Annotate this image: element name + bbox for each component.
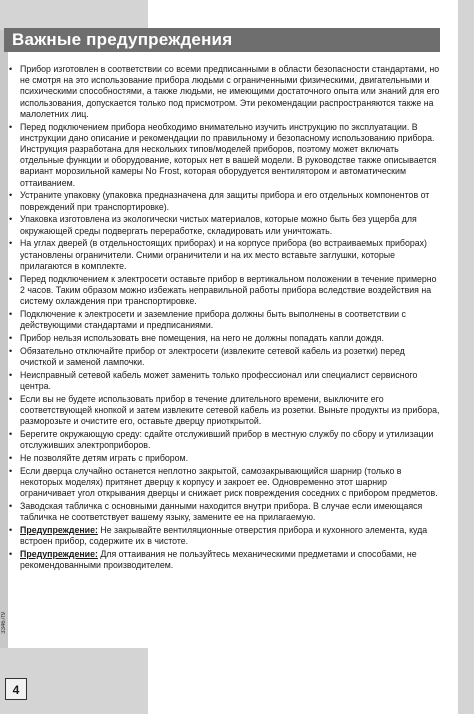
list-item-text: Берегите окружающую среду: сдайте отслуживший прибор в местную службу по сбору и утилизации отслуживших электроприборов.: [20, 428, 434, 451]
list-item-text: Прибор изготовлен в соответствии со всеми предписанными в области безопасности стандартами, но не смотря на это использование прибора людьми с ограниченными физическими, двигательными и психическими способностями, а также людьми, не имеющими достаточного опыта или знаний для его использования, допускается только под присмотром. Эти рекомендации распространяются также на малолетних лиц.: [20, 64, 440, 119]
list-item: [6, 429, 440, 451]
list-item: [6, 238, 440, 272]
list-item-text: Заводская табличка с основными данными находится внутри прибора. В случае если имеющаяся табличка не соответствует вашему языку, замените ее на прилагаемую.: [20, 500, 423, 523]
list-item: [6, 190, 440, 212]
section-title: Важные предупреждения: [12, 30, 233, 49]
warnings-list: [6, 64, 440, 573]
list-item: [6, 64, 440, 120]
list-item: [6, 501, 440, 523]
list-item-text: Подключение к электросети и заземление прибора должны быть выполнены в соответствии с действующими стандартами и предписаниями.: [20, 308, 406, 331]
list-item: [6, 394, 440, 428]
list-item-text: Не позволяйте детям играть с прибором.: [20, 452, 189, 463]
top-gray-band: [0, 0, 148, 30]
list-item-text: Перед подключением прибора необходимо внимательно изучить инструкцию по эксплуатации. В инструкции дано описание и рекомендации по правильному и безопасному использованию прибора. Инструкция разработана для нескольких типов/моделей приборов, поэтому может включать отдельные функции и оборудование, которых нет в вашей модели. В руководстве также описывается вариант морозильной камеры No Frost, которая оборудуется вентилятором и автоматическим оттаиванием.: [20, 121, 437, 188]
warning-label: Предупреждение:: [20, 548, 98, 559]
list-item: [6, 214, 440, 236]
list-item: [6, 549, 440, 571]
list-item: [6, 333, 440, 344]
list-item-text: Упаковка изготовлена из экологически чистых материалов, которые можно быть без ущерба для окружающей среды подвергать переработке, складировать или уничтожать.: [20, 214, 417, 236]
list-item-text: На углах дверей (в отдельностоящих приборах) и на корпусе прибора (во встраиваемых приборах) установлены ограничители. Сними ограничители и на их место вставьте заглушки, которые прилагаются в комплекте.: [20, 238, 427, 271]
section-title-bar: [4, 28, 440, 52]
warning-label: Предупреждение:: [20, 524, 98, 535]
list-item-text: Прибор нельзя использовать вне помещения, на него не должны попадать капли дождя.: [20, 332, 384, 343]
list-item: [6, 122, 440, 189]
page-number: 4: [5, 678, 27, 700]
list-item-text: Для оттаивания не пользуйтесь механическими предметами и способами, не рекомендованными производителем.: [20, 548, 417, 571]
list-item: [6, 274, 440, 308]
list-item: [6, 466, 440, 500]
list-item: [6, 525, 440, 547]
list-item-text: Если дверца случайно останется неплотно закрытой, самозакрывающийся шарнир (только в некоторых моделях) притянет дверцу к корпусу и закроет ее. Одновременно этот шарнир ограничивает угол открывания дверцы и снижает риск повреждения соседних с прибором предметов.: [20, 465, 438, 499]
list-item: [6, 453, 440, 464]
list-item: [6, 370, 440, 392]
list-item: [6, 309, 440, 331]
right-margin-strip: [458, 0, 474, 714]
document-code: 33467f9: [1, 612, 7, 634]
list-item: [6, 346, 440, 368]
list-item-text: Устраните упаковку (упаковка предназначена для защиты прибора и его отдельных компонентов от повреждений при транспортировке).: [20, 190, 430, 212]
list-item-text: Если вы не будете использовать прибор в течение длительного времени, выключите его соответствующей кнопкой и затем извлеките сетевой кабель из розетки. Выньте продукты из прибора, разморозьте и очистите его, оставьте дверцу приоткрытой.: [20, 393, 440, 427]
list-item-text: Не закрывайте вентиляционные отверстия прибора и кухонного элемента, куда встроен прибор, содержите их в чистоте.: [20, 524, 428, 547]
list-item-text: Перед подключением к электросети оставьте прибор в вертикальном положении в течение примерно 2 часов. Таким образом можно избежать неправильной работы прибора вследствие воздействия на систему охлаждения при транспортировке.: [20, 273, 437, 307]
list-item-text: Обязательно отключайте прибор от электросети (извлеките сетевой кабель из розетки) перед очисткой и заменой лампочки.: [20, 345, 405, 367]
list-item-text: Неисправный сетевой кабель может заменить только профессионал или специалист сервисного центра.: [20, 369, 418, 391]
